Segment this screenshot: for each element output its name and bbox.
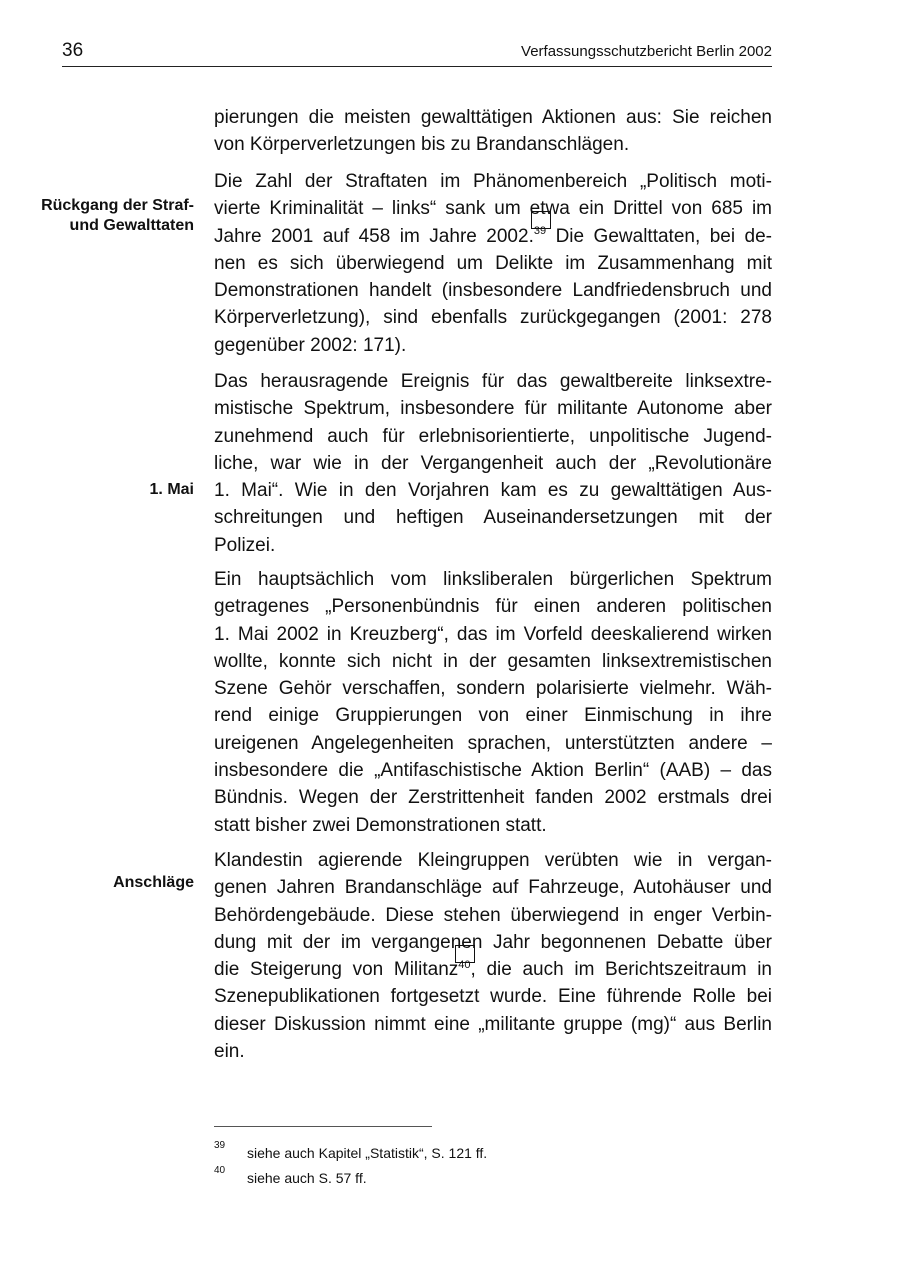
- text-line: statt bisher zwei Demonstrationen statt.: [214, 814, 547, 836]
- text-line: Körperverletzung), sind ebenfalls zurückgegangen (2001: 278: [214, 307, 772, 329]
- page-header: [62, 38, 772, 67]
- text-line: Klandestin agierende Kleingruppen verübten wie in vergan-: [214, 850, 772, 871]
- text-line: mistische Spektrum, insbesondere für militante Autonome aber: [214, 398, 772, 420]
- margin-note-line: Rückgang der Straf-: [41, 197, 194, 214]
- paragraph-2: [214, 168, 772, 359]
- text-line: Behördengebäude. Diese stehen überwiegend in enger Verbin-: [214, 904, 772, 926]
- text-line: [214, 956, 772, 983]
- text-line: ein.: [214, 1041, 245, 1063]
- text-line: 1. Mai“. Wie in den Vorjahren kam es zu gewalttätigen Aus-: [214, 480, 772, 502]
- text-line: von Körperverletzungen bis zu Brandanschlägen.: [214, 134, 630, 156]
- text-line: genen Jahren Brandanschläge auf Fahrzeuge, Autohäuser und: [214, 877, 772, 899]
- footnote-number: 39: [214, 1140, 226, 1151]
- text-line: dieser Diskussion nimmt eine „militante gruppe (mg)“ aus Berlin: [214, 1013, 772, 1035]
- text-segment: Die Gewalttaten, bei de-: [546, 225, 772, 247]
- text-line: liche, war wie in der Vergangenheit auch der „Revolutionäre: [214, 452, 772, 474]
- text-line: vierte Kriminalität – links“ sank um etwa ein Drittel von 685 im: [214, 198, 772, 220]
- text-line: Bündnis. Wegen der Zerstrittenheit fanden 2002 erstmals drei: [214, 787, 772, 809]
- footnote-separator: [214, 1126, 432, 1127]
- text-line: gegenüber 2002: 171).: [214, 334, 407, 356]
- text-line: pierungen die meisten gewalttätigen Aktionen aus: Sie reichen: [214, 107, 772, 128]
- text-line: schreitungen und heftigen Auseinandersetzungen mit der: [214, 507, 772, 529]
- text-line: ureigenen Angelegenheiten sprachen, unterstützten andere –: [214, 732, 772, 754]
- footnote-text: siehe auch S. 57 ff.: [247, 1170, 367, 1186]
- margin-note-line: und Gewalttaten: [69, 217, 194, 234]
- footnote-reference[interactable]: 40: [458, 958, 471, 971]
- text-line: nen es sich überwiegend um Delikte im Zusammenhang mit: [214, 252, 772, 274]
- footnote-reference[interactable]: 39: [533, 225, 547, 238]
- text-line: Demonstrationen handelt (insbesondere Landfriedensbruch und: [214, 280, 772, 302]
- text-line: getragenes „Personenbündnis für einen anderen politischen: [214, 596, 772, 618]
- margin-note-rueckgang: [41, 196, 194, 236]
- text-line: wollte, konnte sich nicht in der gesamten linksextremistischen: [214, 650, 772, 672]
- text-line: rend einige Gruppierungen von einer Einmischung in ihre: [214, 705, 772, 727]
- running-title: Verfassungsschutzbericht Berlin 2002: [521, 43, 772, 60]
- page-number: 36: [62, 40, 84, 61]
- text-segment: die Steigerung von Militanz: [214, 959, 459, 981]
- text-line: Polizei.: [214, 534, 276, 556]
- text-line: [214, 223, 772, 250]
- margin-note-mai: 1. Mai: [149, 481, 194, 498]
- text-line: zunehmend auch für erlebnisorientierte, unpolitische Jugend-: [214, 425, 772, 447]
- text-line: 1. Mai 2002 in Kreuzberg“, das im Vorfeld deeskalierend wirken: [214, 623, 772, 645]
- footnote-number: 40: [214, 1165, 226, 1176]
- text-line: Szenepublikationen fortgesetzt wurde. Eine führende Rolle bei: [214, 986, 772, 1008]
- text-segment: , die auch im Berichtszeitraum in: [470, 959, 772, 981]
- paragraph-4: [214, 566, 772, 839]
- text-line: Szene Gehör verschaffen, sondern polarisierte vielmehr. Wäh-: [214, 678, 772, 700]
- text-line: insbesondere die „Antifaschistische Aktion Berlin“ (AAB) – das: [214, 760, 772, 782]
- paragraph-3: [214, 368, 772, 559]
- text-line: Das herausragende Ereignis für das gewaltbereite linksextre-: [214, 371, 772, 392]
- paragraph-5: [214, 847, 772, 1065]
- text-line: dung mit der im vergangenen Jahr begonnenen Debatte über: [214, 931, 772, 953]
- footnote-text: siehe auch Kapitel „Statistik“, S. 121 ff.: [247, 1145, 488, 1161]
- margin-note-anschlaege: Anschläge: [113, 874, 194, 891]
- paragraph-1: [214, 104, 772, 159]
- text-segment: Jahre 2001 auf 458 im Jahre 2002.: [214, 225, 534, 247]
- text-line: Die Zahl der Straftaten im Phänomenbereich „Politisch moti-: [214, 171, 772, 192]
- text-line: Ein hauptsächlich vom linksliberalen bürgerlichen Spektrum: [214, 569, 772, 590]
